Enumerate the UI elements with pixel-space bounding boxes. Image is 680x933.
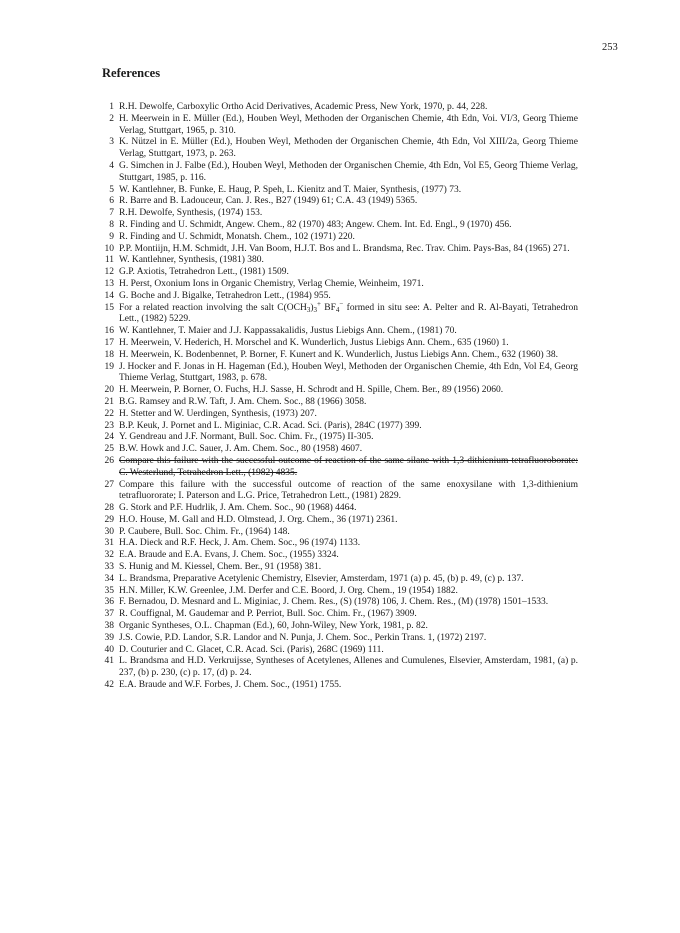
reference-number: 21	[104, 396, 114, 407]
reference-item	[100, 562, 578, 574]
reference-text: Organic Syntheses, O.L. Chapman (Ed.), 60, John-Wiley, New York, 1981, p. 82.	[119, 621, 428, 632]
reference-number: 38	[104, 621, 114, 632]
reference-text-part: 3	[306, 305, 311, 314]
reference-item	[100, 232, 578, 244]
reference-text: K. Nützel in E. Müller (Ed.), Houben Weyl, Methoden der Organischen Chemie, 4th Edn, Vol XIII/2a, Georg Thieme Verlag, Stuttgart, 1973, p. 263.	[119, 137, 578, 160]
reference-text-part: 3	[313, 305, 317, 314]
reference-item	[100, 444, 578, 456]
reference-number: 8	[109, 219, 114, 230]
reference-text: R. Finding and U. Schmidt, Monatsh. Chem., 102 (1971) 220.	[119, 231, 355, 242]
reference-number: 18	[104, 349, 114, 360]
reference-text: Compare this failure with the successful outcome of reaction of the same silane with 1,3-dithienium tetrafluoroborate: C. Westerlund, Tetrahedron Lett., (1982) 4835.	[119, 455, 578, 478]
reference-item	[100, 550, 578, 562]
reference-text: L. Brandsma and H.D. Verkruijsse, Syntheses of Acetylenes, Allenes and Cumulenes, Elsevier, Amsterdam, 1981, (a) p. 237, (b) p. 230, (c) p. 17, (d) p. 24.	[119, 656, 578, 679]
reference-text: F. Bernadou, D. Mesnard and L. Miginiac, J. Chem. Res., (S) (1978) 106, J. Chem. Res., (M) (1978) 1501–1533.	[119, 597, 549, 608]
reference-text: G. Boche and J. Bigalke, Tetrahedron Lett., (1984) 955.	[119, 290, 331, 301]
reference-number: 40	[104, 644, 114, 655]
reference-text: W. Kantlehner, T. Maier and J.J. Kappassakalidis, Justus Liebigs Ann. Chem., (1981) 70.	[119, 326, 457, 337]
reference-number: 30	[104, 526, 114, 537]
reference-text-part: 4	[335, 305, 340, 314]
reference-item	[100, 137, 578, 161]
reference-text: G.P. Axiotis, Tetrahedron Lett., (1981) 1509.	[119, 267, 289, 278]
reference-item	[100, 503, 578, 515]
reference-text: E.A. Braude and W.F. Forbes, J. Chem. Soc., (1951) 1755.	[119, 680, 342, 691]
reference-item	[100, 255, 578, 267]
reference-text: H. Meerwein, P. Borner, O. Fuchs, H.J. Sasse, H. Schrodt and H. Spille, Chem. Ber., 89 (1956) 2060.	[119, 385, 504, 396]
reference-text: H.A. Dieck and R.F. Heck, J. Am. Chem. Soc., 96 (1974) 1133.	[119, 538, 361, 549]
reference-text: H. Stetter and W. Uerdingen, Synthesis, (1973) 207.	[119, 408, 317, 419]
reference-text: P. Caubere, Bull. Soc. Chim. Fr., (1964) 148.	[119, 526, 290, 537]
reference-item	[100, 480, 578, 504]
reference-number: 23	[104, 420, 114, 431]
reference-number: 27	[104, 479, 114, 490]
reference-text-part: +	[317, 299, 321, 308]
reference-item	[100, 656, 578, 680]
reference-item	[100, 362, 578, 386]
reference-number: 13	[104, 278, 114, 289]
reference-text: J. Hocker and F. Jonas in H. Hageman (Ed.), Houben Weyl, Methoden der Organischen Chemie, 4th Edn, Vol E4, Georg Thieme Verlag, Stuttgart, 1983, p. 678.	[119, 361, 578, 384]
reference-text: G. Stork and P.F. Hudrlik, J. Am. Chem. Soc., 90 (1968) 4464.	[119, 503, 357, 514]
reference-item	[100, 161, 578, 185]
reference-item	[100, 432, 578, 444]
reference-number: 2	[109, 113, 114, 124]
reference-number: 1	[109, 102, 114, 112]
reference-number: 22	[104, 408, 114, 419]
reference-item	[100, 456, 578, 480]
reference-list	[100, 102, 578, 692]
reference-text: B.P. Keuk, J. Pornet and L. Miginiac, C.R. Acad. Sci. (Paris), 284C (1977) 399.	[119, 420, 422, 431]
reference-item	[100, 102, 578, 114]
reference-text: E.A. Braude and E.A. Evans, J. Chem. Soc., (1955) 3324.	[119, 550, 339, 561]
reference-number: 19	[104, 361, 114, 372]
reference-number: 16	[104, 326, 114, 337]
reference-text: P.P. Montiijn, H.M. Schmidt, J.H. Van Boom, H.J.T. Bos and L. Brandsma, Rec. Trav. Chim. Pays-Bas, 84 (1965) 271.	[119, 243, 570, 254]
reference-text: H.O. House, M. Gall and H.D. Olmstead, J. Org. Chem., 36 (1971) 2361.	[119, 514, 398, 525]
reference-item	[100, 220, 578, 232]
reference-item	[100, 385, 578, 397]
reference-number: 10	[104, 243, 114, 254]
reference-number: 29	[104, 514, 114, 525]
reference-text: H. Meerwein in E. Müller (Ed.), Houben Weyl, Methoden der Organischen Chemie, 4th Edn, Voi. VI/3, Georg Thieme Verlag, Stuttgart, 1965, p. 310.	[119, 113, 578, 136]
reference-text: H. Meerwein, V. Hederich, H. Morschel and K. Wunderlich, Justus Liebigs Ann. Chem., 635 (1960) 1.	[119, 337, 509, 348]
reference-item	[100, 633, 578, 645]
reference-text: R. Barre and B. Ladouceur, Can. J. Res., B27 (1949) 61; C.A. 43 (1949) 5365.	[119, 196, 418, 207]
reference-text: Y. Gendreau and J.F. Normant, Bull. Soc. Chim. Fr., (1975) II-305.	[119, 432, 374, 443]
reference-text-part: formed in situ see: A. Pelter and R. Al-Bayati, Tetrahedron Lett., (1982) 5229.	[119, 302, 578, 325]
reference-item	[100, 397, 578, 409]
reference-text: R.H. Dewolfe, Synthesis, (1974) 153.	[119, 208, 263, 219]
reference-item	[100, 208, 578, 220]
reference-item	[100, 338, 578, 350]
reference-text: J.S. Cowie, P.D. Landor, S.R. Landor and N. Punja, J. Chem. Soc., Perkin Trans. 1, (1972) 2197.	[119, 632, 487, 643]
reference-number: 5	[109, 184, 114, 195]
reference-text-part: For a related reaction involving the salt C(OCH	[119, 302, 307, 313]
reference-number: 41	[104, 656, 114, 667]
reference-number: 15	[104, 302, 114, 313]
reference-item	[100, 279, 578, 291]
reference-item	[100, 645, 578, 657]
reference-number: 20	[104, 385, 114, 396]
reference-number: 33	[104, 562, 114, 573]
reference-text: G. Simchen in J. Falbe (Ed.), Houben Weyl, Methoden der Organischen Chemie, 4th Edn, Vol E5, Georg Thieme Verlag, Stuttgart, 1985, p. 116.	[119, 160, 578, 183]
reference-text	[119, 299, 578, 327]
reference-text: W. Kantlehner, B. Funke, E. Haug, P. Speh, L. Kienitz and T. Maier, Synthesis, (1977) 73.	[119, 184, 462, 195]
reference-number: 39	[104, 632, 114, 643]
reference-number: 42	[104, 680, 114, 691]
reference-item	[100, 597, 578, 609]
reference-number: 12	[104, 267, 114, 278]
reference-text: S. Hunig and M. Kiessel, Chem. Ber., 91 (1958) 381.	[119, 562, 322, 573]
reference-text: R.H. Dewolfe, Carboxylic Ortho Acid Derivatives, Academic Press, New York, 1970, p. 44, 228.	[119, 102, 488, 112]
reference-text-part: BF	[320, 302, 336, 313]
reference-item	[100, 299, 578, 327]
reference-item	[100, 267, 578, 279]
reference-item	[100, 609, 578, 621]
reference-item	[100, 326, 578, 338]
reference-text: H. Meerwein, K. Bodenbennet, P. Borner, F. Kunert and K. Wunderlich, Justus Liebigs Ann. Chem., 632 (1960) 38.	[119, 349, 558, 360]
page-number: 253	[602, 42, 618, 53]
reference-text: H. Perst, Oxonium Ions in Organic Chemistry, Verlag Chemie, Weinheim, 1971.	[119, 278, 424, 289]
reference-item	[100, 114, 578, 138]
reference-item	[100, 527, 578, 539]
reference-number: 31	[104, 538, 114, 549]
reference-number: 11	[104, 255, 114, 266]
reference-text-part: )	[310, 302, 314, 313]
reference-item	[100, 574, 578, 586]
reference-number: 25	[104, 444, 114, 455]
reference-item	[100, 244, 578, 256]
reference-item	[100, 586, 578, 598]
reference-item	[100, 680, 578, 692]
reference-text: L. Brandsma, Preparative Acetylenic Chemistry, Elsevier, Amsterdam, 1971 (a) p. 45, (b) p. 49, (c) p. 137.	[119, 573, 524, 584]
reference-text: B.G. Ramsey and R.W. Taft, J. Am. Chem. Soc., 88 (1966) 3058.	[119, 396, 367, 407]
reference-number: 35	[104, 585, 114, 596]
reference-number: 14	[104, 290, 114, 301]
reference-number: 6	[109, 196, 114, 207]
reference-item	[100, 421, 578, 433]
reference-number: 7	[109, 208, 114, 219]
reference-text: R. Couffignal, M. Gaudemar and P. Perriot, Bull. Soc. Chim. Fr., (1967) 3909.	[119, 609, 417, 620]
reference-number: 3	[109, 137, 114, 148]
reference-number: 26	[104, 455, 114, 466]
reference-text: D. Couturier and C. Glacet, C.R. Acad. Sci. (Paris), 268C (1969) 111.	[119, 644, 384, 655]
reference-item	[100, 515, 578, 527]
reference-text: W. Kantlehner, Synthesis, (1981) 380.	[119, 255, 264, 266]
reference-item	[100, 409, 578, 421]
reference-number: 32	[104, 550, 114, 561]
reference-number: 28	[104, 503, 114, 514]
reference-text: Compare this failure with the successful outcome of reaction of the same enoxysilane with 1,3-dithienium tetrafluororate; I. Paterson and L.G. Price, Tetrahedron Lett., (1981) 2829.	[119, 479, 578, 502]
references-heading: References	[102, 66, 161, 80]
reference-number: 36	[104, 597, 114, 608]
reference-item	[100, 185, 578, 197]
reference-item	[100, 538, 578, 550]
reference-number: 17	[104, 337, 114, 348]
reference-text: B.W. Howk and J.C. Sauer, J. Am. Chem. Soc., 80 (1958) 4607.	[119, 444, 363, 455]
reference-number: 4	[109, 160, 114, 171]
reference-number: 24	[104, 432, 114, 443]
reference-item	[100, 350, 578, 362]
reference-item	[100, 621, 578, 633]
reference-text: H.N. Miller, K.W. Greenlee, J.M. Derfer and C.E. Boord, J. Org. Chem., 19 (1954) 1882.	[119, 585, 458, 596]
reference-item	[100, 196, 578, 208]
reference-text-part: −	[339, 299, 344, 308]
reference-number: 37	[104, 609, 114, 620]
reference-number: 9	[109, 231, 114, 242]
reference-text: R. Finding and U. Schmidt, Angew. Chem., 82 (1970) 483; Angew. Chem. Int. Ed. Engl., 9 (1970) 456.	[119, 219, 512, 230]
reference-number: 34	[104, 573, 114, 584]
